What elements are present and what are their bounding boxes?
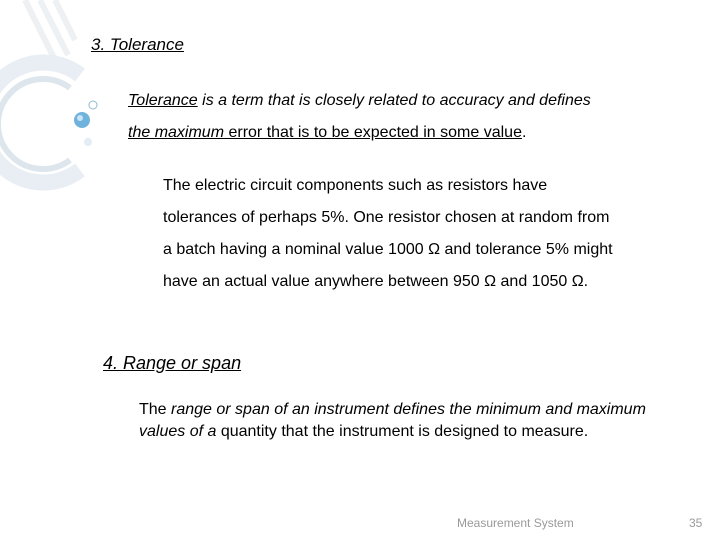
range-italic: range or span of an instrument defines the minimum and maximum values of a: [139, 401, 646, 440]
definition-end: .: [521, 124, 527, 141]
tolerance-definition: [128, 85, 688, 149]
definition-mid: is a term that is closely related to accuracy and defines: [197, 92, 591, 109]
decorative-inner-arc: [0, 79, 70, 169]
tolerance-example: [163, 170, 683, 298]
page-number: 35: [689, 516, 703, 530]
heading-tolerance: 3. Tolerance: [91, 35, 184, 54]
range-lead: The: [139, 401, 172, 418]
range-rest: quantity that the instrument is designed to measure.: [216, 423, 589, 440]
range-definition: [139, 399, 679, 443]
heading-range-or-span: 4. Range or span: [103, 353, 242, 373]
example-line-3: a batch having a nominal value 1000 Ω and tolerance 5% might: [163, 241, 613, 258]
definition-rest: error that is to be expected in some: [224, 124, 484, 141]
max-phrase: the maximum: [128, 124, 225, 141]
example-line-4: have an actual value anywhere between 950 Ω and 1050 Ω.: [163, 273, 589, 290]
example-line-1: The electric circuit components such as resistors have: [163, 177, 548, 194]
decorative-lines: [25, 0, 75, 60]
example-line-2: tolerances of perhaps 5%. One resistor chosen at random from: [163, 209, 610, 226]
tiny-bubble: [84, 138, 92, 146]
small-bubble: [89, 101, 97, 109]
value-word: value: [483, 124, 522, 141]
term-tolerance: Tolerance: [128, 92, 198, 109]
footer-title: Measurement System: [457, 516, 574, 530]
bubble-highlight: [77, 115, 83, 121]
